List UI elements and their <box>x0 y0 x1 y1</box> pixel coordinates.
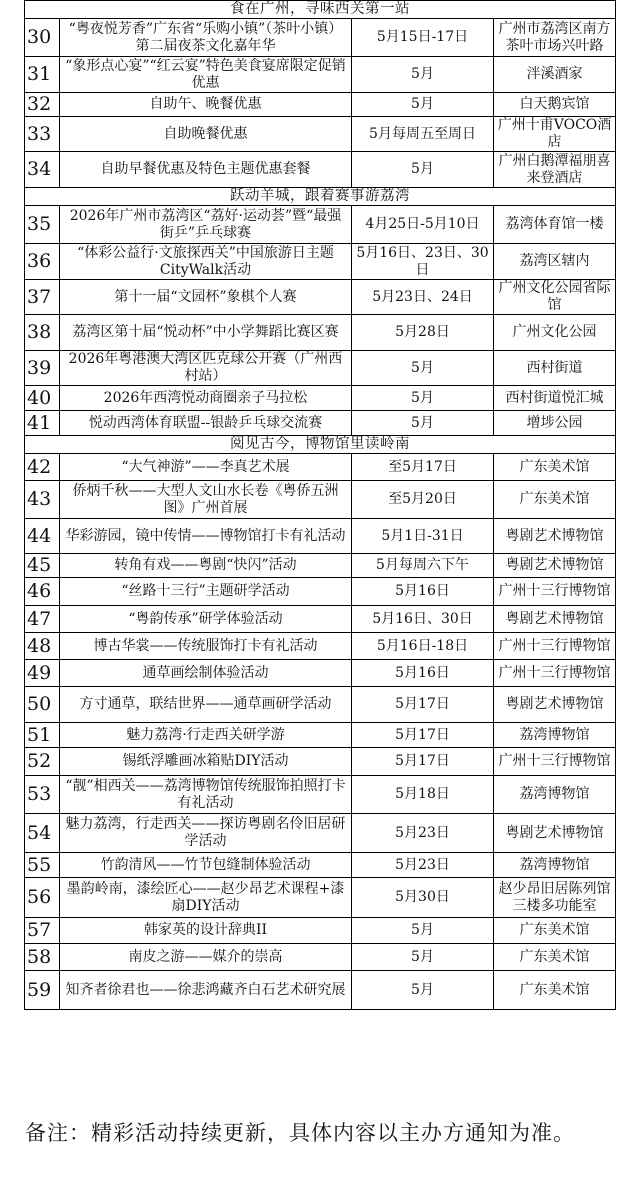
table-row <box>25 748 616 776</box>
row-number: 43 <box>25 481 60 519</box>
activity-name: 韩家英的设计辞典II <box>60 918 352 944</box>
activity-venue: 赵少昂旧居陈列馆三楼多功能室 <box>494 878 616 918</box>
activity-date: 5月23日、24日 <box>352 280 494 315</box>
table-row <box>25 918 616 944</box>
row-number: 47 <box>25 606 60 633</box>
row-number: 50 <box>25 687 60 723</box>
row-number: 49 <box>25 660 60 687</box>
row-number: 39 <box>25 351 60 386</box>
row-number: 40 <box>25 386 60 411</box>
table-row <box>25 454 616 481</box>
table-row <box>25 814 616 853</box>
activity-venue: 广州十甫VOCO酒店 <box>494 117 616 152</box>
activity-name: 自助晚餐优惠 <box>60 117 352 152</box>
table-row <box>25 152 616 188</box>
activity-name: “象形点心宴”“红云宴”特色美食宴席限定促销优惠 <box>60 57 352 93</box>
table-row <box>25 878 616 918</box>
row-number: 54 <box>25 814 60 853</box>
activity-name: “粤韵传承”研学体验活动 <box>60 606 352 633</box>
activity-venue: 广州文化公园 <box>494 315 616 351</box>
activity-name: 通草画绘制体验活动 <box>60 660 352 687</box>
activity-venue: 粤剧艺术博物馆 <box>494 687 616 723</box>
activity-venue: 粤剧艺术博物馆 <box>494 519 616 554</box>
activity-date: 5月 <box>352 944 494 971</box>
activity-date: 5月每周五至周日 <box>352 117 494 152</box>
activity-venue: 广东美术馆 <box>494 944 616 971</box>
activity-date: 5月23日 <box>352 814 494 853</box>
table-row <box>25 554 616 578</box>
row-number: 35 <box>25 206 60 244</box>
row-number: 56 <box>25 878 60 918</box>
table-row <box>25 93 616 117</box>
activity-name: 转角有戏——粤剧“快闪”活动 <box>60 554 352 578</box>
activity-table <box>24 0 616 1010</box>
activity-venue: 广州十三行博物馆 <box>494 660 616 687</box>
row-number: 58 <box>25 944 60 971</box>
table-row <box>25 723 616 748</box>
activity-date: 5月23日 <box>352 853 494 878</box>
activity-date: 5月18日 <box>352 776 494 814</box>
row-number: 34 <box>25 152 60 188</box>
activity-date: 4月25日-5月10日 <box>352 206 494 244</box>
activity-date: 5月 <box>352 351 494 386</box>
activity-date: 5月16日、23日、30日 <box>352 244 494 280</box>
activity-date: 5月 <box>352 57 494 93</box>
activity-name: 自助午、晚餐优惠 <box>60 93 352 117</box>
activity-name: 魅力荔湾·行走西关研学游 <box>60 723 352 748</box>
activity-name: “粤夜悦芳香”广东省“乐购小镇”（茶叶小镇）第二届夜茶文化嘉年华 <box>60 19 352 57</box>
activity-date: 5月17日 <box>352 723 494 748</box>
activity-venue: 广州白鹅潭福朋喜来登酒店 <box>494 152 616 188</box>
activity-venue: 西村街道 <box>494 351 616 386</box>
activity-date: 5月17日 <box>352 748 494 776</box>
table-row <box>25 660 616 687</box>
activity-date: 5月1日-31日 <box>352 519 494 554</box>
activity-venue: 荔湾博物馆 <box>494 776 616 814</box>
activity-name: 南皮之游——媒介的崇高 <box>60 944 352 971</box>
row-number: 59 <box>25 971 60 1010</box>
activity-venue: 广州文化公园省际馆 <box>494 280 616 315</box>
activity-venue: 荔湾体育馆一楼 <box>494 206 616 244</box>
table-row <box>25 633 616 660</box>
row-number: 53 <box>25 776 60 814</box>
section-header-row <box>25 188 616 206</box>
row-number: 51 <box>25 723 60 748</box>
activity-name: 2026年粤港澳大湾区匹克球公开赛（广州西村站） <box>60 351 352 386</box>
activity-name: “体彩公益行·文旅探西关”中国旅游日主题CityWalk活动 <box>60 244 352 280</box>
activity-date: 至5月17日 <box>352 454 494 481</box>
activity-date: 5月16日-18日 <box>352 633 494 660</box>
activity-date: 5月 <box>352 918 494 944</box>
table-row <box>25 853 616 878</box>
activity-name: 悦动西湾体育联盟--银龄乒乓球交流赛 <box>60 411 352 436</box>
activity-name: 知齐者徐君也——徐悲鸿藏齐白石艺术研究展 <box>60 971 352 1010</box>
activity-name: “大气神游”——李真艺术展 <box>60 454 352 481</box>
table-row <box>25 687 616 723</box>
activity-date: 5月16日 <box>352 660 494 687</box>
row-number: 55 <box>25 853 60 878</box>
table-row <box>25 971 616 1010</box>
table-row <box>25 606 616 633</box>
section-title: 阅见古今，博物馆里读岭南 <box>25 436 616 454</box>
footnote: 备注：精彩活动持续更新，具体内容以主办方通知为准。 <box>25 1121 575 1145</box>
activity-date: 5月16日、30日 <box>352 606 494 633</box>
activity-date: 至5月20日 <box>352 481 494 519</box>
activity-venue: 广州市荔湾区南方茶叶市场兴叶路 <box>494 19 616 57</box>
row-number: 38 <box>25 315 60 351</box>
table-row <box>25 206 616 244</box>
row-number: 44 <box>25 519 60 554</box>
activity-name: 2026年广州市荔湾区“荔好·运动荟”暨“最强街乒”乒乓球赛 <box>60 206 352 244</box>
row-number: 33 <box>25 117 60 152</box>
row-number: 32 <box>25 93 60 117</box>
activity-name: 荔湾区第十届“悦动杯”中小学舞蹈比赛区赛 <box>60 315 352 351</box>
row-number: 30 <box>25 19 60 57</box>
activity-date: 5月 <box>352 411 494 436</box>
activity-date: 5月15日-17日 <box>352 19 494 57</box>
activity-name: 博古华裳——传统服饰打卡有礼活动 <box>60 633 352 660</box>
activity-venue: 泮溪酒家 <box>494 57 616 93</box>
row-number: 52 <box>25 748 60 776</box>
activity-date: 5月 <box>352 152 494 188</box>
activity-date: 5月30日 <box>352 878 494 918</box>
table-row <box>25 578 616 606</box>
activity-name: 自助早餐优惠及特色主题优惠套餐 <box>60 152 352 188</box>
activity-venue: 广东美术馆 <box>494 481 616 519</box>
table-row <box>25 351 616 386</box>
activity-table-body <box>25 1 616 1010</box>
activity-date: 5月每周六下午 <box>352 554 494 578</box>
table-row <box>25 57 616 93</box>
section-header-row <box>25 436 616 454</box>
activity-date: 5月28日 <box>352 315 494 351</box>
table-row <box>25 117 616 152</box>
activity-venue: 广东美术馆 <box>494 918 616 944</box>
row-number: 57 <box>25 918 60 944</box>
table-row <box>25 519 616 554</box>
activity-venue: 广东美术馆 <box>494 454 616 481</box>
activity-date: 5月 <box>352 386 494 411</box>
row-number: 45 <box>25 554 60 578</box>
table-row <box>25 386 616 411</box>
table-row <box>25 19 616 57</box>
row-number: 46 <box>25 578 60 606</box>
activity-venue: 荔湾博物馆 <box>494 723 616 748</box>
activity-venue: 粤剧艺术博物馆 <box>494 814 616 853</box>
table-row <box>25 315 616 351</box>
activity-venue: 广东美术馆 <box>494 971 616 1010</box>
activity-name: 墨韵岭南，漆绘匠心——赵少昂艺术课程+漆扇DIY活动 <box>60 878 352 918</box>
row-number: 41 <box>25 411 60 436</box>
section-title: 跃动羊城，跟着赛事游荔湾 <box>25 188 616 206</box>
activity-name: “靓”相西关——荔湾博物馆传统服饰拍照打卡有礼活动 <box>60 776 352 814</box>
activity-name: 2026年西湾悦动商圈亲子马拉松 <box>60 386 352 411</box>
activity-date: 5月 <box>352 93 494 117</box>
section-title: 食在广州，寻味西关第一站 <box>25 1 616 19</box>
activity-name: “丝路十三行”主题研学活动 <box>60 578 352 606</box>
activity-name: 侨炳千秋——大型人文山水长卷《粤侨五洲图》广州首展 <box>60 481 352 519</box>
activity-venue: 荔湾博物馆 <box>494 853 616 878</box>
activity-name: 第十一届“文园杯”象棋个人赛 <box>60 280 352 315</box>
activity-name: 方寸通草，联结世界——通草画研学活动 <box>60 687 352 723</box>
activity-name: 竹韵清风——竹节包缝制体验活动 <box>60 853 352 878</box>
row-number: 36 <box>25 244 60 280</box>
section-header-row <box>25 1 616 19</box>
table-row <box>25 944 616 971</box>
table-row <box>25 280 616 315</box>
activity-name: 魅力荔湾，行走西关——探访粤剧名伶旧居研学活动 <box>60 814 352 853</box>
activity-venue: 广州十三行博物馆 <box>494 633 616 660</box>
activity-date: 5月16日 <box>352 578 494 606</box>
activity-date: 5月17日 <box>352 687 494 723</box>
table-row <box>25 244 616 280</box>
table-row <box>25 481 616 519</box>
table-row <box>25 411 616 436</box>
row-number: 37 <box>25 280 60 315</box>
activity-date: 5月 <box>352 971 494 1010</box>
activity-venue: 广州十三行博物馆 <box>494 578 616 606</box>
activity-name: 华彩游园，镜中传情——博物馆打卡有礼活动 <box>60 519 352 554</box>
activity-venue: 粤剧艺术博物馆 <box>494 554 616 578</box>
activity-venue: 粤剧艺术博物馆 <box>494 606 616 633</box>
activity-venue: 白天鹅宾馆 <box>494 93 616 117</box>
row-number: 42 <box>25 454 60 481</box>
activity-venue: 西村街道悦汇城 <box>494 386 616 411</box>
activity-venue: 增埗公园 <box>494 411 616 436</box>
activity-name: 锡纸浮雕画冰箱贴DIY活动 <box>60 748 352 776</box>
row-number: 31 <box>25 57 60 93</box>
activity-venue: 荔湾区辖内 <box>494 244 616 280</box>
activity-venue: 广州十三行博物馆 <box>494 748 616 776</box>
table-row <box>25 776 616 814</box>
row-number: 48 <box>25 633 60 660</box>
